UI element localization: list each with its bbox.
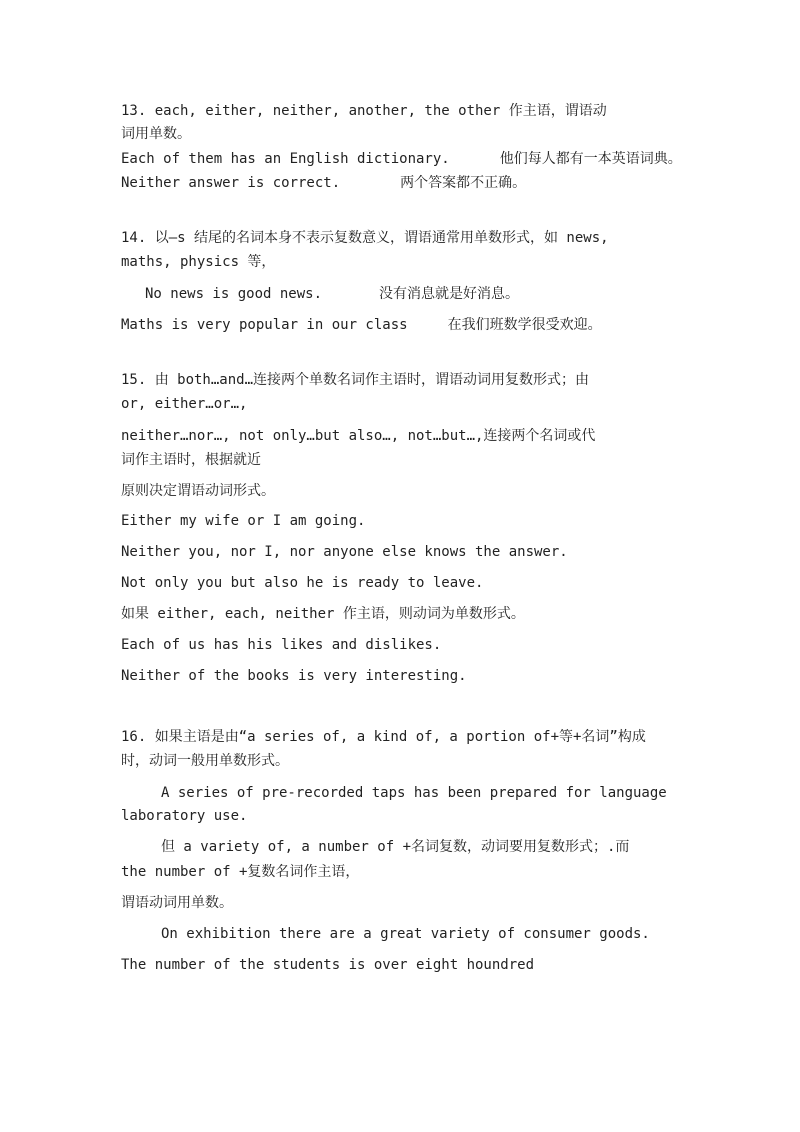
section-15-example-2: Neither you, nor I, nor anyone else knows the answer. [121, 544, 568, 560]
section-15-heading-line-1: 15. 由 both…and…连接两个单数名词作主语时，谓语动词用复数形式；由 [121, 372, 590, 388]
section-14-heading-line-1: 14. 以—s 结尾的名词本身不表示复数意义，谓语通常用单数形式，如 news, [121, 230, 609, 246]
section-15-heading-line-2: or, either…or…, [121, 396, 248, 412]
example-english: Neither answer is correct. [121, 175, 341, 191]
section-13-heading-line-2: 词用单数。 [121, 126, 191, 142]
section-14-heading-line-2: maths, physics 等， [121, 254, 276, 270]
example-english: Each of them has an English dictionary. [121, 151, 450, 167]
section-16-heading-line-2: 时，动词一般用单数形式。 [121, 753, 289, 769]
section-16-note-line-1: 但 a variety of, a number of +名词复数，动词要用复数形式；.而 [161, 839, 630, 855]
section-15-heading-line-3: neither…nor…, not only…but also…, not…but…,连接两个名词或代 [121, 428, 596, 444]
section-13-heading-line-1: 13. each, either, neither, another, the other 作主语，谓语动 [121, 103, 607, 119]
section-16-example-1-line-2: laboratory use. [121, 808, 248, 824]
section-14-example-1 [145, 284, 519, 304]
example-chinese: 没有消息就是好消息。 [379, 286, 520, 302]
section-15-heading-line-5: 原则决定谓语动词形式。 [121, 483, 275, 499]
section-14-example-2 [121, 315, 602, 335]
section-13-example-2 [121, 173, 526, 193]
section-15-note-example-2: Neither of the books is very interesting. [121, 668, 467, 684]
section-16-example-1-line-1: A series of pre-recorded taps has been prepared for language [161, 785, 667, 801]
section-15-note-example-1: Each of us has his likes and dislikes. [121, 637, 442, 653]
example-chinese: 在我们班数学很受欢迎。 [447, 317, 602, 333]
section-13-example-1 [121, 149, 682, 169]
example-chinese: 两个答案都不正确。 [400, 175, 527, 191]
example-chinese: 他们每人都有一本英语词典。 [499, 151, 682, 167]
section-15-example-3: Not only you but also he is ready to leave. [121, 575, 484, 591]
section-16-example-2: On exhibition there are a great variety of consumer goods. [161, 926, 650, 942]
example-english: Maths is very popular in our class [121, 317, 408, 333]
section-15-note: 如果 either, each, neither 作主语，则动词为单数形式。 [121, 606, 525, 622]
section-15-example-1: Either my wife or I am going. [121, 513, 366, 529]
section-16-note-line-2: the number of +复数名词作主语， [121, 864, 360, 880]
example-english: No news is good news. [145, 286, 323, 302]
section-16-heading-line-1: 16. 如果主语是由“a series of, a kind of, a portion of+等+名词”构成 [121, 729, 646, 745]
section-16-note-line-3: 谓语动词用单数。 [121, 895, 233, 911]
section-15-heading-line-4: 词作主语时，根据就近 [121, 452, 261, 468]
section-16-example-3: The number of the students is over eight houndred [121, 957, 535, 973]
